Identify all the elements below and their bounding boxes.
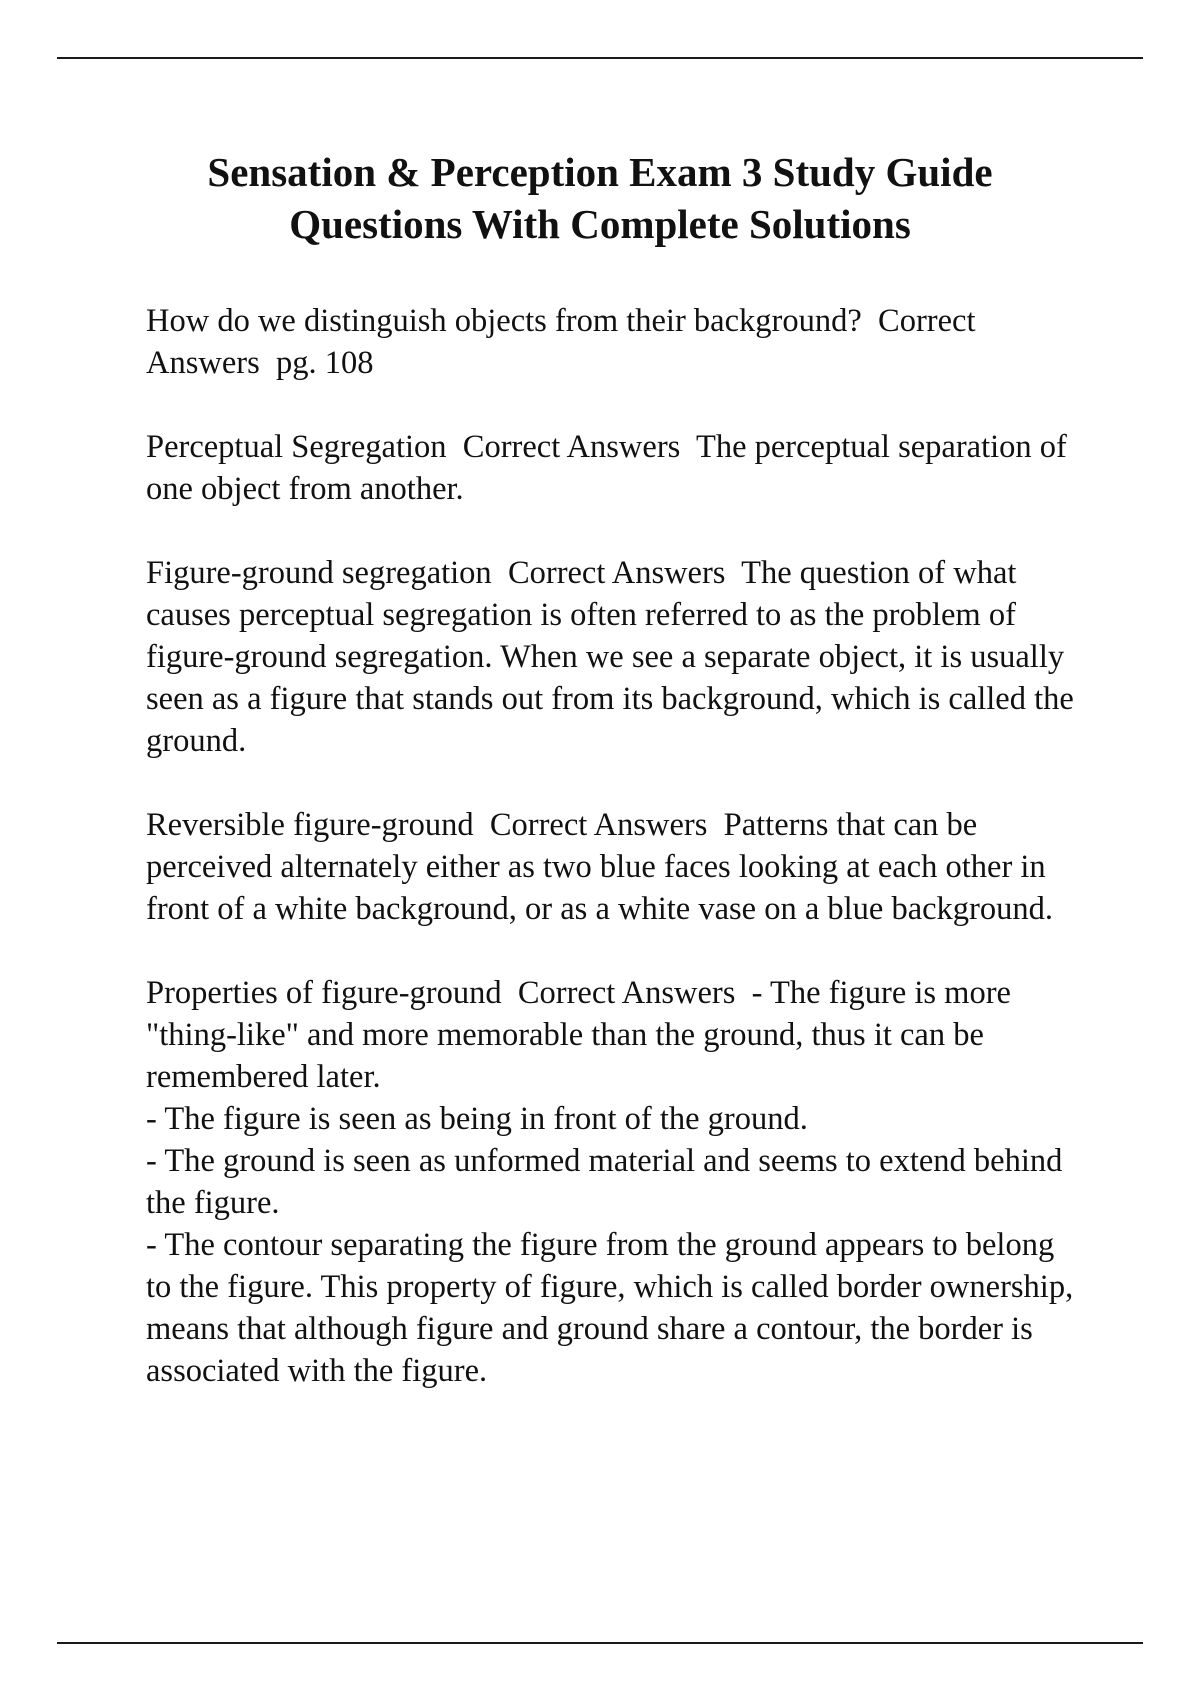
question-text: Perceptual Segregation bbox=[146, 429, 447, 465]
answer-text: - The figure is more "thing-like" and more memorable than the ground, thus it can be remembered later. bbox=[146, 975, 1011, 1095]
document-title bbox=[120, 146, 1080, 250]
correct-answers-label: Correct Answers bbox=[146, 303, 976, 381]
question-text: Properties of figure-ground bbox=[146, 975, 502, 1011]
correct-answers-label: Correct Answers bbox=[489, 807, 708, 843]
bottom-rule bbox=[57, 1642, 1143, 1644]
qa-paragraph bbox=[146, 300, 1086, 384]
answer-text: The perceptual separation of one object from another. bbox=[146, 429, 1067, 507]
qa-paragraph bbox=[146, 426, 1086, 510]
answer-text: The question of what causes perceptual segregation is often referred to as the problem of figure-ground segregation. When we see a separate object, it is usually seen as a figure that stands out from its background, which is called the ground. bbox=[146, 555, 1074, 759]
top-rule bbox=[57, 57, 1143, 59]
qa-entry bbox=[146, 300, 1086, 384]
qa-paragraph bbox=[146, 552, 1086, 762]
answer-text: Patterns that can be perceived alternately either as two blue faces looking at each other in front of a white background, or as a white vase on a blue background. bbox=[146, 807, 1054, 927]
qa-entry bbox=[146, 552, 1086, 762]
question-text: Reversible figure-ground bbox=[146, 807, 474, 843]
bullet-line: - The figure is seen as being in front of the ground. bbox=[146, 1101, 808, 1137]
bullet-line: - The contour separating the figure from the ground appears to belong to the figure. This property of figure, which is called border ownership, means that although figure and ground share a contour, the border is associated with the figure. bbox=[146, 1227, 1074, 1389]
qa-list bbox=[146, 300, 1086, 1434]
qa-paragraph bbox=[146, 972, 1086, 1098]
correct-answers-label: Correct Answers bbox=[507, 555, 726, 591]
correct-answers-label: Correct Answers bbox=[462, 429, 681, 465]
qa-entry bbox=[146, 804, 1086, 930]
question-text: Figure-ground segregation bbox=[146, 555, 492, 591]
bullet-line: - The ground is seen as unformed material and seems to extend behind the figure. bbox=[146, 1143, 1063, 1221]
qa-paragraph bbox=[146, 804, 1086, 930]
qa-entry bbox=[146, 972, 1086, 1392]
answer-text: pg. 108 bbox=[275, 345, 374, 381]
qa-entry bbox=[146, 426, 1086, 510]
correct-answers-label: Correct Answers bbox=[517, 975, 736, 1011]
title-line-2: Questions With Complete Solutions bbox=[289, 201, 911, 247]
question-text: How do we distinguish objects from their background? bbox=[146, 303, 862, 339]
title-line-1: Sensation & Perception Exam 3 Study Guide bbox=[207, 149, 993, 195]
